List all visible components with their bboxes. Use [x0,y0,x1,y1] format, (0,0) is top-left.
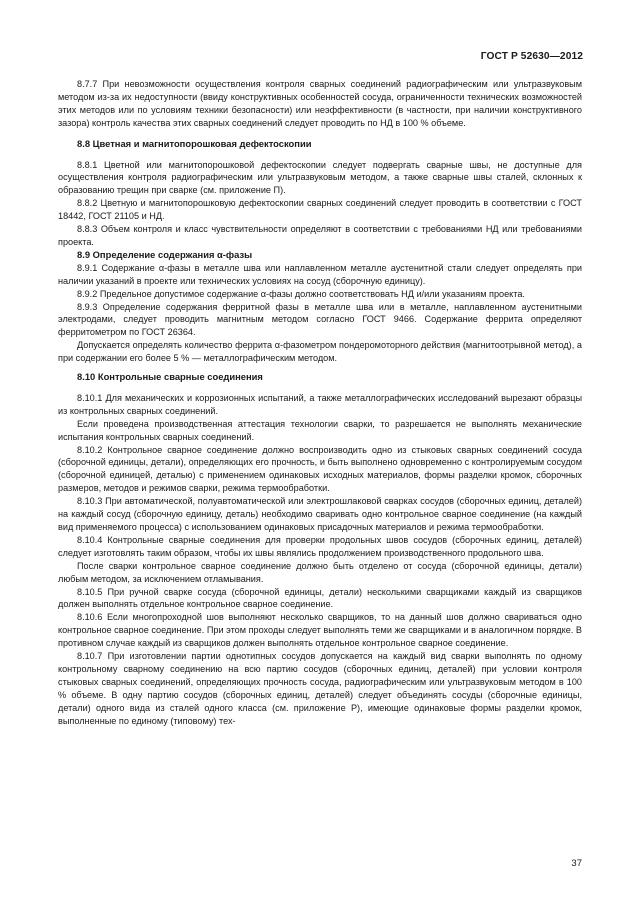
paragraph-8-10-5: 8.10.5 При ручной сварке сосуда (сборочной единицы, детали) несколькими сварщиками каждый из сварщиков должен выполнять отдельное контрольное сварное соединение. [58,586,582,610]
paragraph-8-9-2: 8.9.2 Предельное допустимое содержание α-фазы должно соответствовать НД и/или указаниям проекта. [77,288,525,299]
page-number: 37 [571,858,582,869]
paragraph-8-10-4: 8.10.4 Контрольные сварные соединения для проверки продольных швов сосудов (сборочных единиц, деталей) следует изготовлять таким образом, чтобы их швы являлись продолжением производственного продольного шва. [58,534,582,558]
standard-header: ГОСТ Р 52630—2012 [480,51,583,62]
paragraph-8-10-1: 8.10.1 Для механических и коррозионных испытаний, а также металлографических исследований вырезают образцы из контрольных сварных соединений. [58,392,582,416]
paragraph-8-10-3: 8.10.3 При автоматической, полуавтоматической или электрошлаковой сварках сосудов (сборочных единиц, деталей) на каждый сосуд (сборочную единицу, деталь) необходимо сваривать одно контрольное сварное соединение (на каждый вид применяемого процесса) с использованием одинаковых присадочных материалов и режима термообработки. [58,496,582,532]
section-heading-8-10: 8.10 Контрольные сварные соединения [77,371,263,383]
paragraph-8-8-1: 8.8.1 Цветной или магнитопорошковой дефектоскопии следует подвергать сварные швы, не доступные для осуществления контроля радиографическим или ультразвуковым методом, а также сварные швы сталей, склонных к образованию трещин при сварке (см. приложение П). [58,159,582,196]
paragraph-8-10-4-continued: После сварки контрольное сварное соединение должно быть отделено от сосуда (сборочной единицы, детали) любым методом, за исключением отламывания. [58,560,582,584]
section-heading-8-9: 8.9 Определение содержания α-фазы [77,248,253,260]
paragraph-8-9-3-continued: Допускается определять количество феррита α-фазометром пондеромоторного действия (магнитоотрывной метод), а при содержании его более 5 % — металлографическим методом. [58,340,582,364]
paragraph-8-10-6: 8.10.6 Если многопроходной шов выполняют несколько сварщиков, то на данный шов должно свариваться одно контрольное сварное соединение. При этом проходы следует выполнять теми же сварщиками и в аналогичном порядке. В противном случае каждый из сварщиков должен выполнять отдельное контрольное сварное соединение. [58,612,582,649]
paragraph-8-10-2: 8.10.2 Контрольное сварное соединение должно воспроизводить одно из стыковых сварных соединений сосуда (сборочной единицы, детали), определяющих его прочность, и быть выполнено одновременно с контролируемым сосудом (сборочной единицей, деталью) с применением одинаковых исходных материалов, формы разделки кромок, сборочных размеров, методов и режимов сварки, режима термообработки. [58,444,582,494]
document-body [58,78,582,728]
section-heading-8-8: 8.8 Цветная и магнитопорошковая дефектоскопии [77,137,312,149]
paragraph-8-9-1: 8.9.1 Содержание α-фазы в металле шва или наплавленном металле аустенитной стали следует определять при наличии указаний в проекте или технических условиях на сосуд (сборочную единицу). [58,262,582,286]
paragraph-8-8-3: 8.8.3 Объем контроля и класс чувствительности определяют в соответствии с требованиями НД или требованиями проекта. [58,224,582,247]
paragraph-8-9-3: 8.9.3 Определение содержания ферритной фазы в металле шва или в металле, наплавленном аустенитными электродами, следует проводить магнитным методом согласно ГОСТ 9466. Содержание феррита определяют ферритометром по ГОСТ 26364. [58,301,582,338]
paragraph-8-8-2: 8.8.2 Цветную и магнитопорошковую дефектоскопии сварных соединений следует проводить в соответствии с ГОСТ 18442, ГОСТ 21105 и НД. [58,198,582,222]
paragraph-8-10-1-continued: Если проведена производственная аттестация технологии сварки, то разрешается не выполнять механические испытания контрольных сварных соединений. [58,418,582,442]
paragraph-8-10-7: 8.10.7 При изготовлении партии однотипных сосудов допускается на каждый вид сварки выполнять по одному контрольному сварному соединению на всю партию сосудов (сборочных единиц, деталей) при условии контроля стыковых сварных соединений, определяющих прочность сосуда, радиографическим или ультразвуковым методом в 100 % объеме. В одну партию сосудов (сборочных единиц, деталей) следует объединять сосуды (сборочные единицы, детали) одного вида из сталей одного класса (см. приложение Р), имеющие одинаковые формы разделки кромок, выполненные по единому (типовому) тех- [58,651,582,726]
paragraph-8-7-7: 8.7.7 При невозможности осуществления контроля сварных соединений радиографическим или ультразвуковым методом из-за их недоступности (ввиду конструктивных особенностей сосуда, ограниченности технических возможностей этих методов или по условиям техники безопасности) или неэффективности (в частности, при наличии конструктивного зазора) контроль качества этих сварных соединений следует проводить по НД в 100 % объеме. [58,79,582,128]
